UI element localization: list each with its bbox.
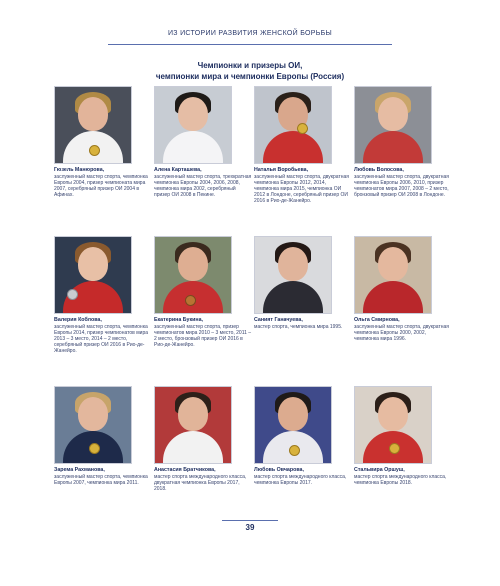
athlete-photo <box>254 386 332 464</box>
athlete-card <box>154 86 252 198</box>
athlete-description: мастер спорта международного класса, чемпионка Европы 2018. <box>354 473 447 486</box>
athlete-name: Анастасия Братчикова, <box>154 467 216 473</box>
athlete-description: заслуженный мастер спорта, двукратная чемпионка Европы 2012, 2014, чемпионка мира 2015, чемпионка ОИ 2012 в Лондоне, серебряный призер ОИ 2016 в Рио-де-Жанейро. <box>254 173 349 205</box>
title-line-1: Чемпионки и призеры ОИ, <box>197 61 303 70</box>
athlete-name: Валерия Коблова, <box>54 317 102 323</box>
header-divider <box>108 44 392 45</box>
athlete-card <box>354 386 452 486</box>
athlete-name: Алена Карташева, <box>154 167 202 173</box>
athlete-description: заслуженный мастер спорта, двукратная чемпионка Европы 2000, 2002, чемпионка мира 1996. <box>354 323 449 342</box>
athlete-description: заслуженный мастер спорта, чемпионка Европы 2004, призер чемпионата мира 2007, серебряный призер ОИ 2004 в Афинах. <box>54 173 148 199</box>
running-header: ИЗ ИСТОРИИ РАЗВИТИЯ ЖЕНСКОЙ БОРЬБЫ <box>167 30 333 37</box>
athlete-description: заслуженный мастер спорта, трехкратная чемпионка Европы 2004, 2006, 2008, чемпионка мира 2002, серебряный призер ОИ 2008 в Пекине. <box>154 173 252 199</box>
athlete-description: мастер спорта международного класса, чемпионка Европы 2017. <box>254 473 347 486</box>
page-number: 39 <box>245 523 255 532</box>
athlete-description: мастер спорта международного класса, двукратная чемпионка Европы 2017, 2018. <box>154 473 247 492</box>
athlete-photo <box>154 386 232 464</box>
athlete-photo <box>54 86 132 164</box>
athlete-photo <box>354 86 432 164</box>
athlete-card <box>254 236 352 330</box>
athlete-name: Наталья Воробьева, <box>254 167 309 173</box>
athlete-card <box>154 386 252 492</box>
athlete-card <box>54 86 152 198</box>
title-line-2: чемпионки мира и чемпионки Европы (Россия) <box>155 72 345 81</box>
footer-divider <box>222 520 278 521</box>
athlete-photo <box>154 86 232 164</box>
athlete-description: заслуженный мастер спорта, призер чемпионатов мира 2010 – 3 место, 2011 – 2 место, бронзовый призер ОИ 2016 в Рио-де-Жанейро. <box>154 323 252 349</box>
athlete-card <box>54 386 152 486</box>
page-title <box>60 60 440 82</box>
athlete-name: Любовь Овчарова, <box>254 467 304 473</box>
athlete-photo <box>54 386 132 464</box>
athlete-name: Зарема Рахманова, <box>54 467 105 473</box>
athlete-photo <box>354 386 432 464</box>
athlete-description: заслуженный мастер спорта, чемпионка Европы 2014, призер чемпионатов мира 2013 – 3 место, 2014 – 2 место, серебряный призер ОИ 2016 в Рио-де-Жанейро. <box>54 323 149 355</box>
athlete-name: Ольга Смирнова, <box>354 317 400 323</box>
athlete-card <box>154 236 252 348</box>
athlete-card <box>254 86 352 205</box>
athlete-photo <box>254 236 332 314</box>
athlete-card <box>354 86 452 198</box>
athlete-description: заслуженный мастер спорта, двукратная чемпионка Европы 2006, 2010, призер чемпионатов мира 2007, 2008 – 2 место, бронзовый призер ОИ 2008 в Лондоне. <box>354 173 449 199</box>
athlete-name: Гюзель Манюрова, <box>54 167 105 173</box>
athlete-grid <box>50 86 450 516</box>
athlete-name: Любовь Волосова, <box>354 167 404 173</box>
athlete-card <box>54 236 152 355</box>
athlete-name: Екатерина Букина, <box>154 317 203 323</box>
athlete-description: заслуженный мастер спорта, чемпионка Европы 2007, чемпионка мира 2011. <box>54 473 148 486</box>
athlete-photo <box>154 236 232 314</box>
athlete-name: Саният Ганачуева, <box>254 317 303 323</box>
athlete-photo <box>254 86 332 164</box>
athlete-card <box>254 386 352 486</box>
athlete-name: Стальвира Оршуш, <box>354 467 405 473</box>
athlete-photo <box>354 236 432 314</box>
athlete-card <box>354 236 452 342</box>
athlete-photo <box>54 236 132 314</box>
athlete-description: мастер спорта, чемпионка мира 1995. <box>254 323 343 330</box>
